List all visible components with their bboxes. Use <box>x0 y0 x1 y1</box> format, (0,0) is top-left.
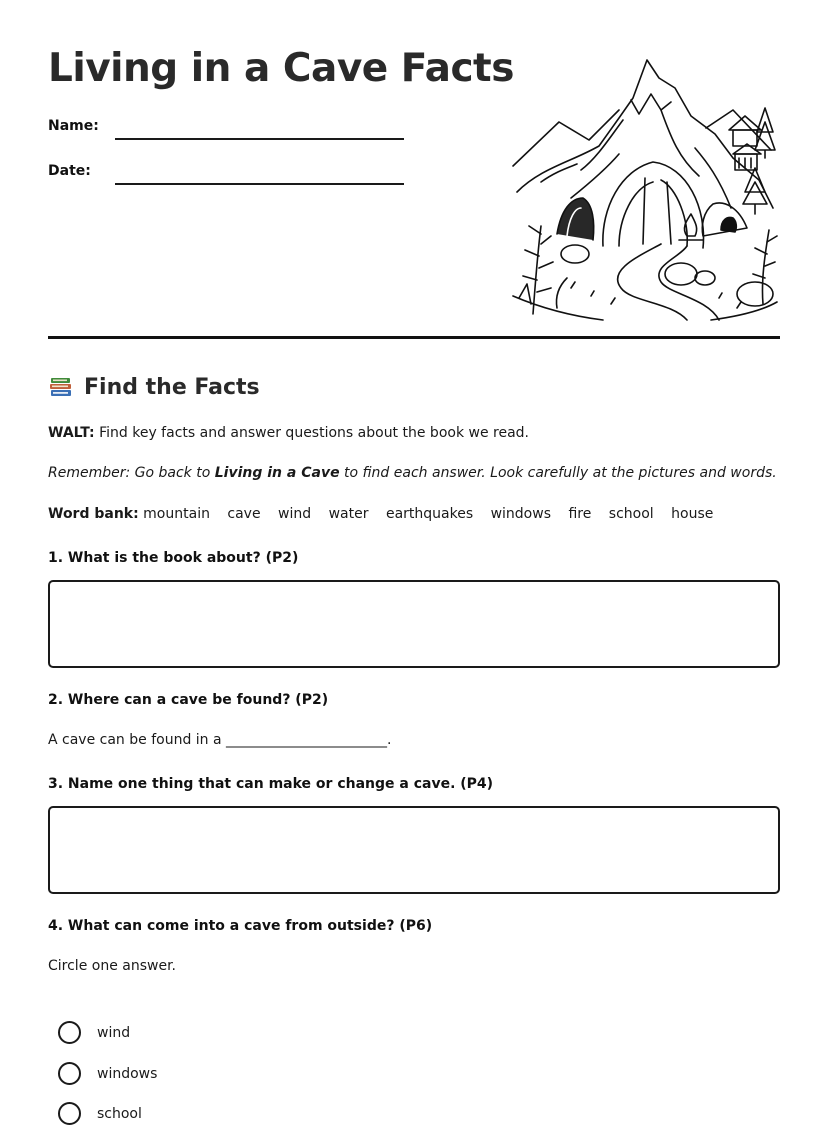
name-field[interactable] <box>115 138 404 140</box>
date-field[interactable] <box>115 183 404 185</box>
remember-after: to find each answer. Look carefully at the pictures and words. <box>339 465 777 481</box>
word-bank-word: fire <box>568 506 592 522</box>
word-bank-word: wind <box>278 506 312 522</box>
question-1: 1. What is the book about? (P2) <box>48 550 299 566</box>
word-bank-label: Word bank: <box>48 506 139 522</box>
section-header <box>48 374 260 400</box>
option-school[interactable] <box>58 1102 142 1125</box>
question-2-fill-in[interactable]: A cave can be found in a _______________________. <box>48 732 392 748</box>
word-bank-word: water <box>328 506 369 522</box>
book-title: Living in a Cave <box>214 465 340 481</box>
cave-mountain-illustration <box>511 58 779 322</box>
worksheet-page <box>48 0 780 1122</box>
name-label: Name: <box>48 118 99 134</box>
books-icon <box>48 374 74 400</box>
word-bank-word: cave <box>227 506 261 522</box>
walt-text: Find key facts and answer questions about the book we read. <box>99 425 529 441</box>
remember-line <box>48 465 777 481</box>
option-label: windows <box>97 1065 158 1082</box>
answer-box-3[interactable] <box>48 806 780 894</box>
option-windows[interactable] <box>58 1062 157 1085</box>
worksheet-title: Living in a Cave Facts <box>48 46 514 91</box>
word-bank-word: house <box>671 506 714 522</box>
option-label: wind <box>97 1024 131 1041</box>
walt-line <box>48 425 529 441</box>
question-2: 2. Where can a cave be found? (P2) <box>48 692 329 708</box>
question-4-instruction: Circle one answer. <box>48 958 176 974</box>
question-3: 3. Name one thing that can make or change a cave. (P4) <box>48 776 494 792</box>
walt-label: WALT: <box>48 425 95 441</box>
option-label: school <box>97 1105 142 1122</box>
question-4: 4. What can come into a cave from outside? (P6) <box>48 918 433 934</box>
word-bank-word: mountain <box>143 506 210 522</box>
option-wind[interactable] <box>58 1021 130 1044</box>
radio-circle[interactable] <box>58 1062 81 1085</box>
radio-circle[interactable] <box>58 1021 81 1044</box>
answer-box-1[interactable] <box>48 580 780 668</box>
word-bank-word: earthquakes <box>385 506 474 522</box>
divider <box>48 336 780 339</box>
section-title: Find the Facts <box>84 374 260 400</box>
word-bank <box>48 506 726 522</box>
remember-before: Remember: Go back to <box>48 465 215 481</box>
word-bank-word: school <box>608 506 654 522</box>
word-bank-word: windows <box>490 506 551 522</box>
date-label: Date: <box>48 163 91 179</box>
radio-circle[interactable] <box>58 1102 81 1125</box>
